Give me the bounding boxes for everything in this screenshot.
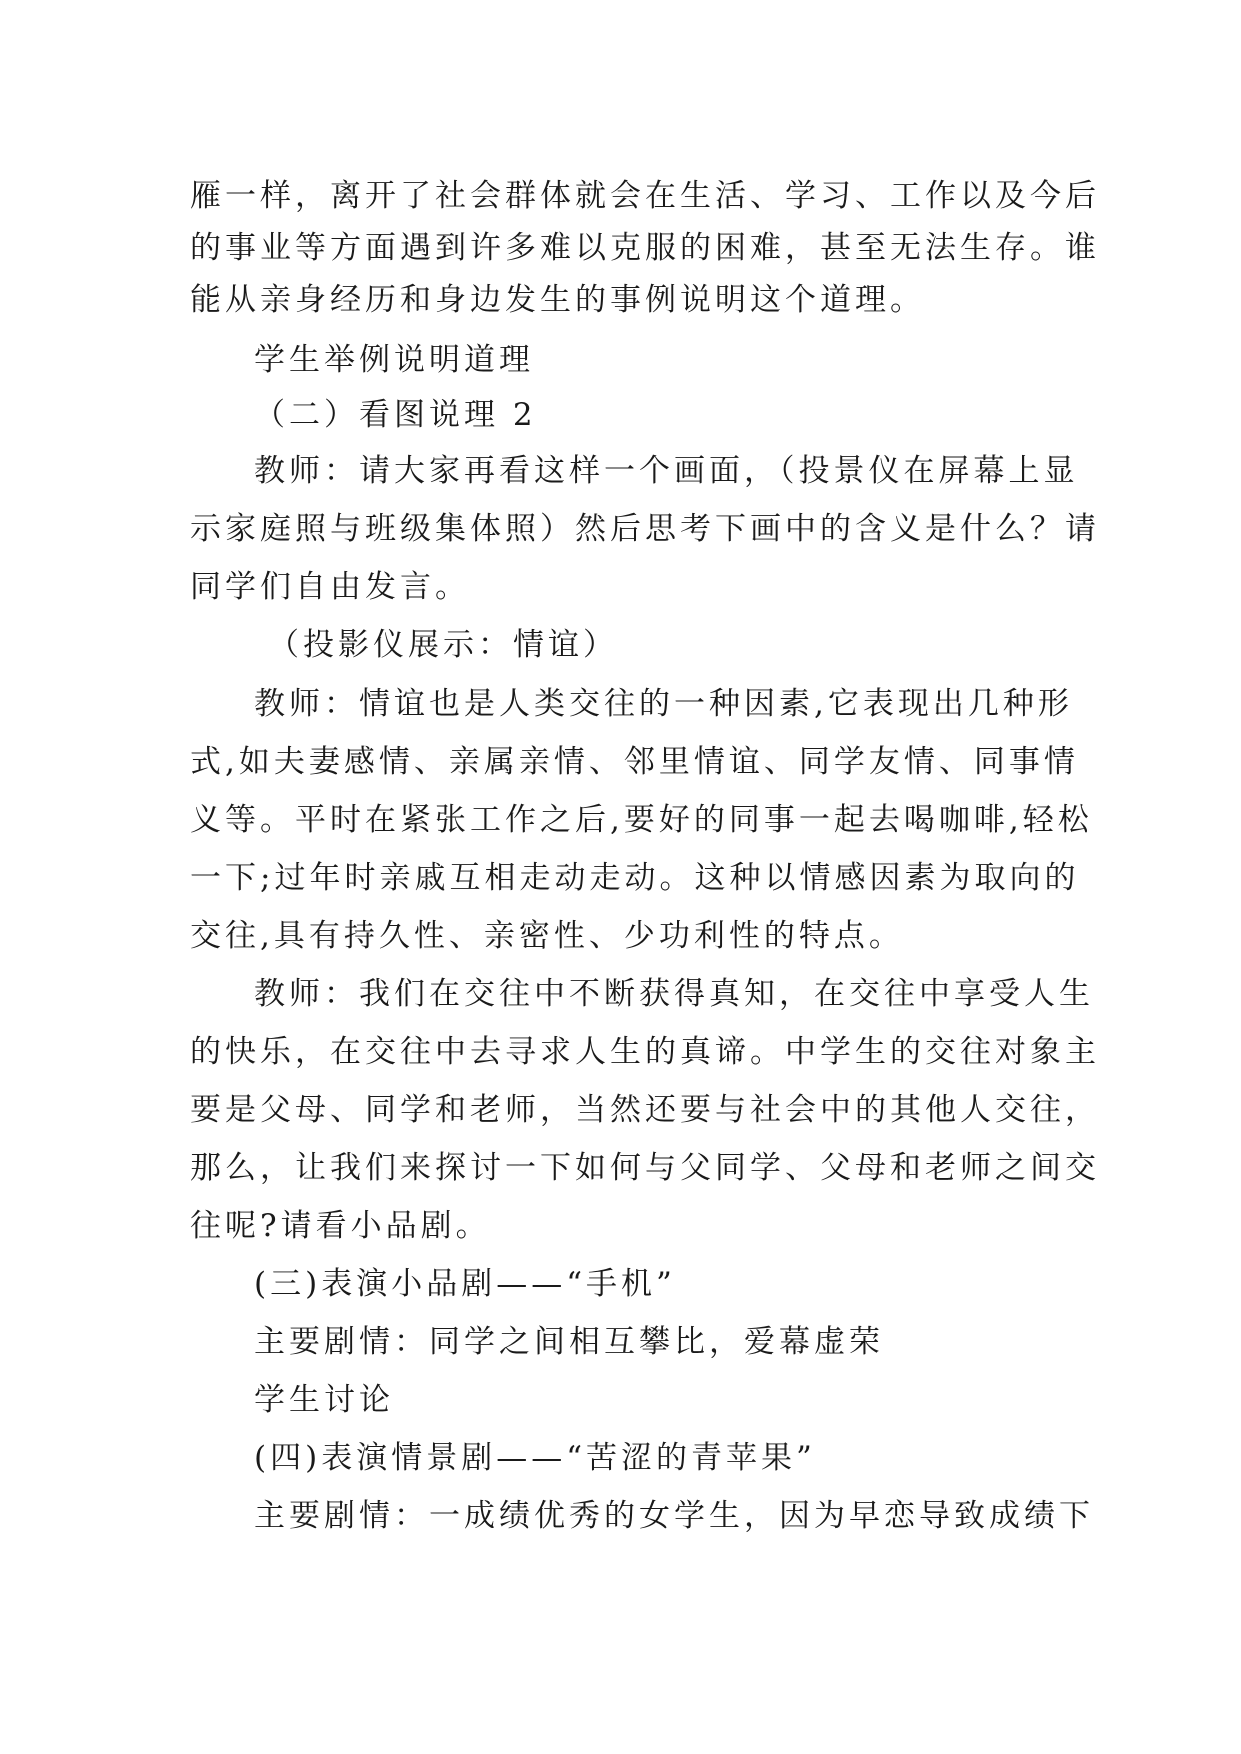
text-line: 雁一样，离开了社会群体就会在生活、学习、工作以及今后 [190,178,1100,214]
text-line: 同学们自由发言。 [190,569,470,605]
text-line: 学生举例说明道理 [254,342,534,378]
text-line: 教师：请大家再看这样一个画面，（投景仪在屏幕上显 [254,453,1079,489]
text-line: 义等。平时在紧张工作之后,要好的同事一起去喝咖啡,轻松 [190,802,1093,838]
text-line: （投影仪展示：情谊） [268,627,618,663]
text-line: 式,如夫妻感情、亲属亲情、邻里情谊、同学友情、同事情 [190,744,1079,780]
text-line: 的事业等方面遇到许多难以克服的困难，甚至无法生存。谁 [190,230,1100,266]
text-line: 的快乐，在交往中去寻求人生的真谛。中学生的交往对象主 [190,1034,1100,1070]
text-line: 一下;过年时亲戚互相走动走动。这种以情感因素为取向的 [190,860,1080,896]
text-line: 主要剧情：一成绩优秀的女学生，因为早恋导致成绩下 [254,1498,1094,1534]
text-line: 要是父母、同学和老师，当然还要与社会中的其他人交往， [190,1092,1100,1128]
text-line: 那么，让我们来探讨一下如何与父同学、父母和老师之间交 [190,1150,1100,1186]
text-line: 教师：我们在交往中不断获得真知，在交往中享受人生 [254,976,1094,1012]
section-heading: （二）看图说理 2 [254,397,537,433]
section-heading: (四)表演情景剧——“苦涩的青苹果” [254,1440,816,1476]
text-line: 教师：情谊也是人类交往的一种因素,它表现出几种形 [254,686,1073,722]
text-line: 交往,具有持久性、亲密性、少功利性的特点。 [190,918,904,954]
text-line: 学生讨论 [254,1382,394,1418]
text-line: 能从亲身经历和身边发生的事例说明这个道理。 [190,282,925,318]
section-heading: (三)表演小品剧——“手机” [254,1266,676,1302]
text-line: 往呢?请看小品剧。 [190,1208,491,1244]
text-line: 示家庭照与班级集体照）然后思考下画中的含义是什么？请 [190,511,1100,547]
text-line: 主要剧情：同学之间相互攀比，爱幕虚荣 [254,1324,884,1360]
